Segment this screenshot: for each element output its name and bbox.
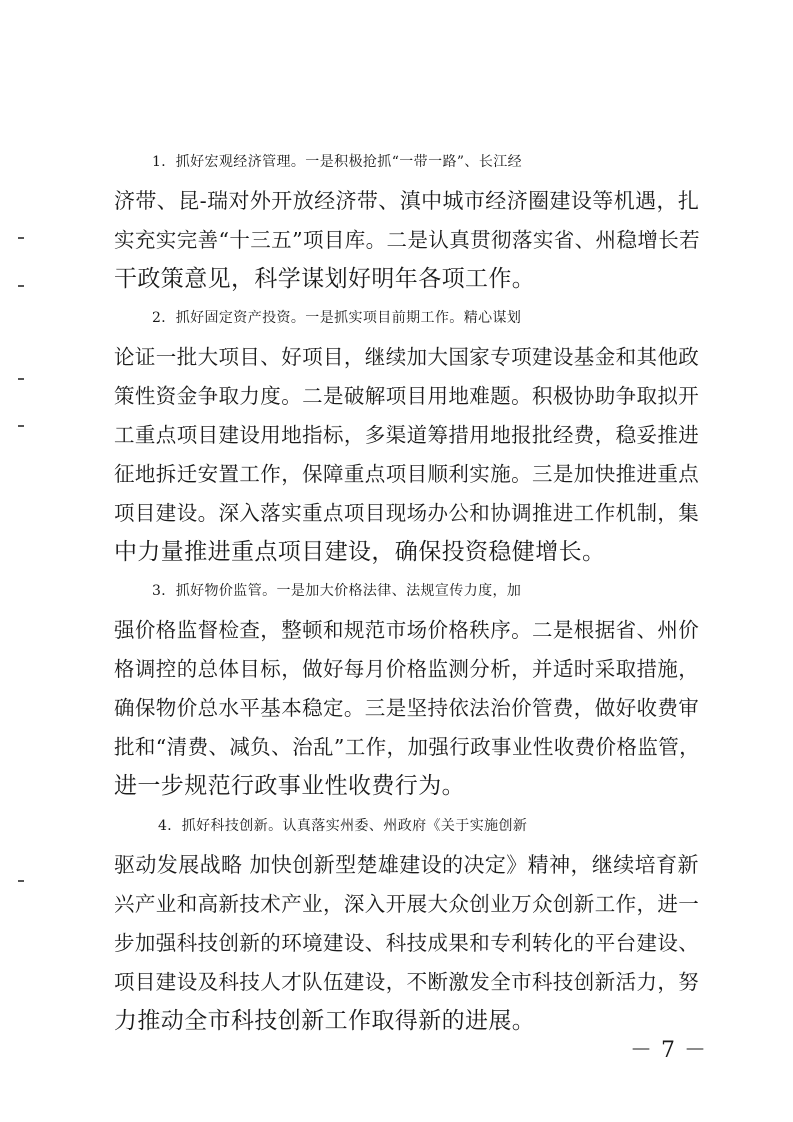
margin-mark bbox=[18, 285, 24, 287]
paragraph-1-line: 干政策意见，科学谋划好明年各项工作。 bbox=[114, 266, 536, 292]
paragraph-3-line: 3．抓好物价监管。一是加大价格法律、法规宣传力度，加 bbox=[152, 583, 522, 599]
margin-mark bbox=[18, 425, 24, 427]
paragraph-3-line: 进一步规范行政事业性收费行为。 bbox=[114, 773, 465, 799]
paragraph-4-line: 兴产业和高新技术产业，深入开展大众创业万众创新工作，进一 bbox=[114, 892, 700, 916]
paragraph-4-line: 驱动发展战略 加快创新型楚雄建设的决定》精神，继续培育新 bbox=[114, 853, 699, 877]
paragraph-4-line: 步加强科技创新的环境建设、科技成果和专利转化的平台建设、 bbox=[114, 931, 700, 955]
paragraph-4-line: 项目建设及科技人才队伍建设，不断激发全市科技创新活力，努 bbox=[114, 970, 700, 994]
paragraph-3-line: 强价格监督检查，整顿和规范市场价格秩序。二是根据省、州价 bbox=[114, 618, 700, 642]
margin-mark bbox=[18, 378, 24, 380]
paragraph-2-line: 征地拆迁安置工作，保障重点项目顺利实施。三是加快推进重点 bbox=[114, 462, 700, 486]
page-number: － 7 － bbox=[630, 1038, 707, 1063]
paragraph-2-line: 项目建设。深入落实重点项目现场办公和协调推进工作机制，集 bbox=[114, 501, 700, 525]
paragraph-3-line: 确保物价总水平基本稳定。三是坚持依法治价管费，做好收费审 bbox=[114, 696, 700, 720]
paragraph-2-line: 工重点项目建设用地指标，多渠道筹措用地报批经费，稳妥推进 bbox=[114, 423, 700, 447]
paragraph-1-line: 1．抓好宏观经济管理。一是积极抢抓“一带一路”、长江经 bbox=[152, 154, 523, 170]
paragraph-4-line: 力推动全市科技创新工作取得新的进展。 bbox=[114, 1008, 536, 1034]
paragraph-2-line: 论证一批大项目、好项目，继续加大国家专项建设基金和其他政 bbox=[114, 345, 700, 369]
paragraph-3-line: 批和“清费、减负、治乱”工作，加强行政事业性收费价格监管， bbox=[114, 735, 701, 759]
paragraph-2-line: 2．抓好固定资产投资。一是抓实项目前期工作。精心谋划 bbox=[152, 310, 522, 326]
margin-mark bbox=[18, 237, 24, 239]
paragraph-1-line: 实充实完善“十三五”项目库。二是认真贯彻落实省、州稳增长若 bbox=[114, 228, 701, 252]
margin-mark bbox=[18, 880, 24, 882]
paragraph-2-line: 中力量推进重点项目建设，确保投资稳健增长。 bbox=[114, 539, 606, 565]
paragraph-3-line: 格调控的总体目标，做好每月价格监测分析，并适时采取措施， bbox=[114, 657, 700, 681]
paragraph-4-line: 4．抓好科技创新。认真落实州委、州政府《关于实施创新 bbox=[158, 818, 528, 834]
paragraph-1-line: 济带、昆-瑞对外开放经济带、滇中城市经济圈建设等机遇，扎 bbox=[114, 189, 700, 213]
paragraph-2-line: 策性资金争取力度。二是破解项目用地难题。积极协助争取拟开 bbox=[114, 384, 700, 408]
